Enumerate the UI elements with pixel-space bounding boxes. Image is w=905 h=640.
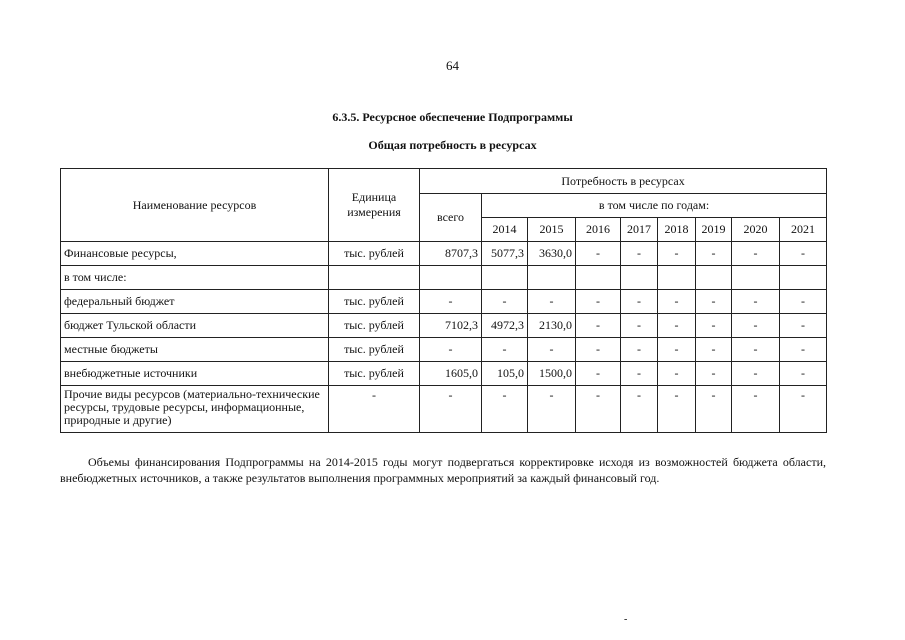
row-year-value xyxy=(482,266,528,290)
header-unit: Единица измерения xyxy=(329,169,420,242)
row-unit: тыс. рублей xyxy=(329,362,420,386)
header-by-years: в том числе по годам: xyxy=(482,194,827,218)
row-year-value: - xyxy=(732,362,780,386)
row-year-value: - xyxy=(621,290,658,314)
row-name: внебюджетные источники xyxy=(61,362,329,386)
row-unit: - xyxy=(329,386,420,433)
row-year-value: - xyxy=(528,338,576,362)
table-row xyxy=(61,314,827,338)
header-need: Потребность в ресурсах xyxy=(420,169,827,194)
row-unit xyxy=(329,266,420,290)
row-year-value: - xyxy=(780,386,827,433)
row-year-value: - xyxy=(576,338,621,362)
row-name: местные бюджеты xyxy=(61,338,329,362)
row-year-value xyxy=(732,266,780,290)
header-year: 2020 xyxy=(732,218,780,242)
row-total: 7102,3 xyxy=(420,314,482,338)
row-year-value: - xyxy=(732,338,780,362)
row-total xyxy=(420,266,482,290)
row-year-value: - xyxy=(576,242,621,266)
row-name: Финансовые ресурсы, xyxy=(61,242,329,266)
row-name: в том числе: xyxy=(61,266,329,290)
resources-table xyxy=(60,168,827,433)
row-year-value xyxy=(576,266,621,290)
row-year-value: - xyxy=(732,242,780,266)
row-total: 8707,3 xyxy=(420,242,482,266)
row-year-value: - xyxy=(658,290,696,314)
row-year-value: - xyxy=(576,290,621,314)
row-year-value: - xyxy=(696,314,732,338)
table-row xyxy=(61,242,827,266)
row-year-value: - xyxy=(780,362,827,386)
row-year-value xyxy=(658,266,696,290)
row-year-value: - xyxy=(621,362,658,386)
row-total: - xyxy=(420,338,482,362)
row-year-value: - xyxy=(732,386,780,433)
row-year-value: - xyxy=(658,314,696,338)
stray-mark: - xyxy=(624,614,628,625)
row-year-value: - xyxy=(732,290,780,314)
row-year-value: - xyxy=(621,314,658,338)
table-title: Общая потребность в ресурсах xyxy=(368,138,537,152)
page-number: 64 xyxy=(446,58,459,73)
header-year: 2021 xyxy=(780,218,827,242)
row-year-value: - xyxy=(780,290,827,314)
row-year-value: - xyxy=(658,338,696,362)
row-year-value: - xyxy=(576,314,621,338)
row-year-value: 3630,0 xyxy=(528,242,576,266)
table-row xyxy=(61,266,827,290)
row-name: Прочие виды ресурсов (материально-технические ресурсы, трудовые ресурсы, информационные, природные и другие) xyxy=(61,386,329,433)
row-total: - xyxy=(420,290,482,314)
header-year: 2014 xyxy=(482,218,528,242)
row-year-value: - xyxy=(576,386,621,433)
row-year-value: - xyxy=(696,338,732,362)
row-year-value xyxy=(780,266,827,290)
row-year-value: - xyxy=(696,290,732,314)
row-unit: тыс. рублей xyxy=(329,242,420,266)
row-unit: тыс. рублей xyxy=(329,290,420,314)
row-year-value: - xyxy=(482,386,528,433)
row-year-value: - xyxy=(696,386,732,433)
header-year: 2019 xyxy=(696,218,732,242)
row-year-value: 5077,3 xyxy=(482,242,528,266)
row-unit: тыс. рублей xyxy=(329,338,420,362)
row-year-value: 105,0 xyxy=(482,362,528,386)
row-year-value: - xyxy=(576,362,621,386)
row-year-value: - xyxy=(482,338,528,362)
row-total: 1605,0 xyxy=(420,362,482,386)
row-year-value: - xyxy=(658,386,696,433)
row-year-value: - xyxy=(780,338,827,362)
table-row xyxy=(61,290,827,314)
financing-note: Объемы финансирования Подпрограммы на 2014-2015 годы могут подвергаться корректировке исходя из возможностей бюджета области, внебюджетных источников, а также результатов выполнения программных мероприятий за каждый финансовый год. xyxy=(60,455,826,485)
row-year-value xyxy=(621,266,658,290)
row-year-value: - xyxy=(696,242,732,266)
header-year: 2018 xyxy=(658,218,696,242)
row-year-value: - xyxy=(696,362,732,386)
row-year-value: 4972,3 xyxy=(482,314,528,338)
table-row xyxy=(61,338,827,362)
row-name: федеральный бюджет xyxy=(61,290,329,314)
row-unit: тыс. рублей xyxy=(329,314,420,338)
row-year-value xyxy=(528,266,576,290)
row-year-value: - xyxy=(621,386,658,433)
header-year: 2015 xyxy=(528,218,576,242)
row-year-value: - xyxy=(621,338,658,362)
row-year-value: - xyxy=(658,362,696,386)
row-year-value: - xyxy=(780,242,827,266)
row-year-value: - xyxy=(482,290,528,314)
header-year: 2017 xyxy=(621,218,658,242)
header-year: 2016 xyxy=(576,218,621,242)
section-title: 6.3.5. Ресурсное обеспечение Подпрограммы xyxy=(332,110,573,124)
row-year-value: 2130,0 xyxy=(528,314,576,338)
row-year-value: 1500,0 xyxy=(528,362,576,386)
header-resource-name: Наименование ресурсов xyxy=(61,169,329,242)
row-name: бюджет Тульской области xyxy=(61,314,329,338)
row-year-value: - xyxy=(780,314,827,338)
row-total: - xyxy=(420,386,482,433)
row-year-value: - xyxy=(528,290,576,314)
table-row xyxy=(61,362,827,386)
row-year-value: - xyxy=(621,242,658,266)
header-total: всего xyxy=(420,194,482,242)
row-year-value xyxy=(696,266,732,290)
table-row xyxy=(61,386,827,433)
row-year-value: - xyxy=(528,386,576,433)
row-year-value: - xyxy=(658,242,696,266)
row-year-value: - xyxy=(732,314,780,338)
